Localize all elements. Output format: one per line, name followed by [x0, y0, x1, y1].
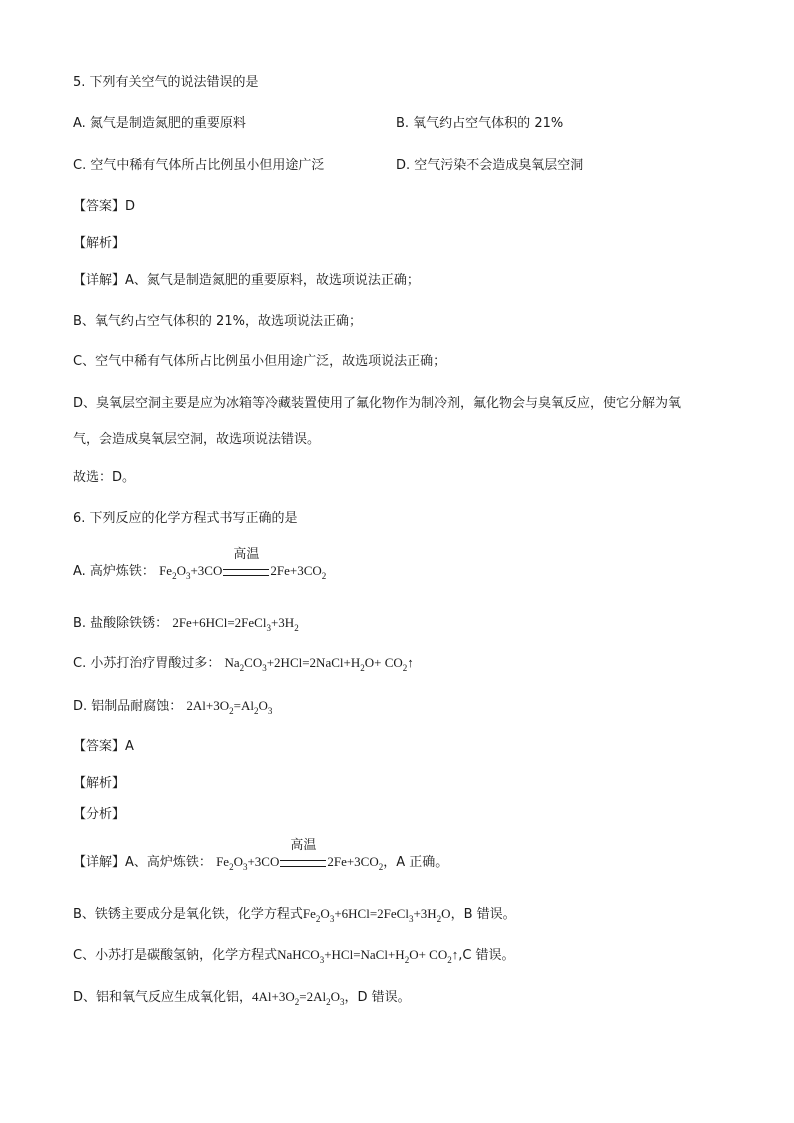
q6-option-a: [73, 546, 327, 581]
detail-tag: 【详解】: [73, 273, 126, 288]
detail-text: C、小苏打是碳酸氢钠，化学方程式: [73, 948, 278, 963]
q5-option-b: B. 氧气约占空气体积的 21%: [396, 116, 564, 131]
condition-label: 高温: [290, 837, 317, 852]
arrow-up-icon: ↑: [451, 947, 459, 962]
q6-option-c: [73, 654, 414, 673]
double-line: [280, 860, 326, 867]
q6-detail-a: [73, 837, 449, 872]
q5-detail-c: C、空气中稀有气体所占比例虽小但用途广泛，故选项说法正确；: [73, 354, 447, 369]
equation: $Na_2CO_3+2HCl=2NaCl+H_2O+$ $CO_2↑$: [224, 655, 414, 673]
option-label: C. 小苏打治疗胃酸过多：: [73, 656, 221, 671]
q6-detail-d: [73, 988, 411, 1007]
condition-label: 高温: [233, 546, 260, 561]
q5-option-a: A. 氮气是制造氮肥的重要原料: [73, 116, 246, 131]
equation: $Fe_2O_3+3CO$ 高温 $2Fe+3CO_2$: [159, 546, 327, 581]
q6-detail-c: [73, 946, 515, 965]
equation: $Fe_2O_3+3CO$ 高温 $2Fe+3CO_2$: [216, 837, 384, 872]
reaction-condition: [223, 546, 269, 580]
answer-tag: 【答案】: [73, 739, 126, 754]
q5-choose: 故选：D。: [73, 470, 136, 485]
answer-value: D: [125, 199, 136, 214]
q5-analysis-tag: 【解析】: [73, 236, 126, 251]
option-label: B. 盐酸除铁锈：: [73, 616, 169, 631]
q6-detail-b: [73, 905, 516, 924]
q5-detail-d-line1: D、臭氧层空洞主要是应为冰箱等冷藏装置使用了氟化物作为制冷剂，氟化物会与臭氧反应，使它分解为氧: [73, 396, 682, 411]
q6-option-b: [73, 614, 299, 633]
q5-detail-d-line2: 气，会造成臭氧层空洞，故选项说法错误。: [73, 432, 321, 447]
answer-tag: 【答案】: [73, 199, 126, 214]
answer-value: A: [125, 739, 134, 754]
q5-detail-b: B、氧气约占空气体积的 21%，故选项说法正确；: [73, 314, 362, 329]
double-line: [223, 569, 269, 576]
detail-suffix: ，A 正确。: [383, 855, 449, 870]
reaction-condition: [280, 837, 326, 871]
q5-option-d: D. 空气污染不会造成臭氧层空洞: [396, 158, 584, 173]
option-label: A. 高炉炼铁：: [73, 564, 155, 579]
equation: $2Fe+6HCl=2FeCl_3+3H_2$: [172, 615, 299, 633]
equation: $4Al+3O_2=2Al_2O_3$: [252, 989, 345, 1007]
option-label: D. 铝制品耐腐蚀：: [73, 699, 183, 714]
detail-suffix: ,C 错误。: [458, 948, 515, 963]
q5-detail-a: [73, 272, 420, 290]
detail-text: A、高炉炼铁：: [125, 855, 212, 870]
q6-analyze-tag: 【分析】: [73, 807, 126, 822]
q6-option-d: [73, 697, 272, 716]
q5-answer-line: [73, 198, 135, 216]
arrow-up-icon: ↑: [407, 655, 414, 670]
detail-text: D、铝和氧气反应生成氧化铝，: [73, 990, 253, 1005]
equation: $2Al+3O_2=Al_2O_3$: [186, 698, 273, 716]
q5-stem: 5. 下列有关空气的说法错误的是: [73, 75, 259, 90]
detail-suffix: ，B 错误。: [450, 907, 516, 922]
q6-stem: 6. 下列反应的化学方程式书写正确的是: [73, 511, 298, 526]
detail-suffix: ，D 错误。: [344, 990, 411, 1005]
q6-answer-line: [73, 738, 134, 756]
detail-tag: 【详解】: [73, 855, 126, 870]
detail-text: A、氮气是制造氮肥的重要原料，故选项说法正确；: [125, 273, 420, 288]
equation: $Fe_2O_3+6HCl=2FeCl_3+3H_2O$: [302, 906, 451, 924]
detail-text: B、铁锈主要成分是氧化铁，化学方程式: [73, 907, 303, 922]
q6-analysis-tag: 【解析】: [73, 776, 126, 791]
equation: $NaHCO_3+HCl=NaCl+H_2O+$ $CO_2↑$: [277, 947, 459, 965]
q5-option-c: C. 空气中稀有气体所占比例虽小但用途广泛: [73, 158, 325, 173]
